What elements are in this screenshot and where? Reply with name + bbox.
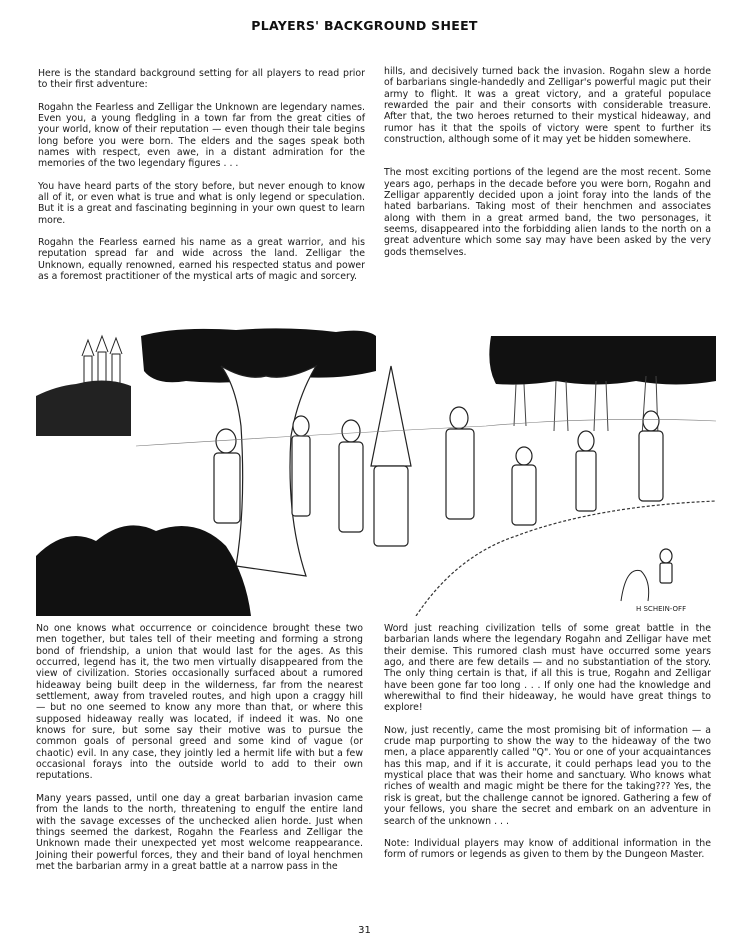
castle	[82, 336, 122, 386]
paragraph: Many years passed, until one day a great barbarian invasion came from the lands to the north, threatening to engulf the entire land with the savage excesses of the unchecked alien horde. Just when things seemed the darkest, Rogahn the Fearless and Zelligar the Unknown made their unexpected yet most welcome reappearance. Joining their powerful forces, they and their band of loyal henchmen met the barbarian army in a great battle at a narrow pass in the	[36, 792, 363, 872]
column-top-right	[384, 66, 711, 269]
paragraph: Note: Individual players may know of additional information in the form of rumors or legends as given to them by the Dungeon Master.	[384, 837, 711, 861]
forest-canopy	[489, 336, 716, 385]
illustration-adventuring-party	[36, 326, 719, 616]
illustration-drawing	[36, 326, 719, 616]
column-top-left	[38, 68, 365, 294]
paragraph: Here is the standard background setting for all players to read prior to their first adventure:	[38, 68, 365, 91]
forest-trunks	[514, 376, 658, 436]
paragraph: Now, just recently, came the most promising bit of information — a crude map purporting to show the way to the hideaway of the two men, a place apparently called "Q". You or one of your acquaintances has this map, and if it is accurate, it could perhaps lead you to the mystical place that was their home and sanctuary. Who knows what riches of wealth and magic might be there for the taking??? Yes, the risk is great, but the challenge cannot be ignored. Gathering a few of your fellows, you share the secret and embark on an adventure in search of the unknown . . .	[384, 724, 711, 827]
hill-door	[621, 570, 649, 601]
tree-canopy-left	[141, 328, 376, 382]
paragraph: The most exciting portions of the legend are the most recent. Some years ago, perhaps in the decade before you were born, Rogahn and Zelligar apparently decided upon a joint foray into the lands of the hated barbarians. Taking most of their henchmen and associates along with them in a great armed band, the two personages, it seems, disappeared into the forbidding alien lands to the north on a great adventure which some say may have been asked by the very gods themselves.	[384, 167, 711, 258]
column-bottom-left	[36, 623, 363, 883]
column-bottom-right	[384, 623, 711, 872]
paragraph: Rogahn the Fearless earned his name as a great warrior, and his reputation spread far and wide across the land. Zelligar the Unknown, equally renowned, earned his respected status and power as a foremost practitioner of the mystical arts of magic and sorcery.	[38, 237, 365, 283]
paragraph: No one knows what occurrence or coincidence brought these two men together, but tales tell of their meeting and forming a strong bond of friendship, a union that would last for the ages. As this occurred, legend has it, the two men virtually disappeared from the view of civilization. Stories occasionally surfaced about a rumored hideaway being built deep in the wilderness, far from the nearest settlement, away from traveled routes, and high upon a craggy hill — but no one seemed to know any more than that, or where this supposed hideaway really was located, if indeed it was. No one knows for sure, but some say their motive was to pursue the common goals of personal greed and some kind of vague (or chaotic) evil. In any case, they jointly led a hermit life with but a few occasional forays into the outside world to add to their own reputations.	[36, 623, 363, 782]
paragraph: Rogahn the Fearless and Zelligar the Unknown are legendary names. Even you, a young fledgling in a town far from the great cities of your world, know of their reputation — even though their tale begins long before you were born. The elders and the sages speak both names with respect, even awe, in a distant admiration for the memories of the two legendary figures . . .	[38, 101, 365, 170]
castle-hill	[36, 380, 131, 436]
paragraph: hills, and decisively turned back the invasion. Rogahn slew a horde of barbarians single-handedly and Zelligar's powerful magic put their army to flight. It was a great victory, and a grateful populace rewarded the pair and their consorts with considerable treasure. After that, the two heroes returned to their mystical hideaway, and rumor has it that the spoils of victory were spent to further its construction, although some of it may yet be hidden somewhere.	[384, 66, 711, 146]
page-number: 31	[358, 925, 371, 936]
page-title: PLAYERS' BACKGROUND SHEET	[251, 18, 478, 33]
paragraph: You have heard parts of the story before, but never enough to know all of it, or even what is true and what is only legend or speculation. But it is a great and fascinating beginning in your own quest to learn more.	[38, 180, 365, 226]
artist-signature: H SCHEIN-OFF	[636, 605, 687, 613]
foreground-bush	[36, 525, 251, 616]
paragraph: Word just reaching civilization tells of some great battle in the barbarian lands where the legendary Rogahn and Zelligar have met their demise. This rumored clash must have occurred some years ago, and there are few details — and no substantiation of the story. The only thing certain is that, if all this is true, Rogahn and Zelligar have been gone far too long . . . If only one had the knowledge and wherewithal to find their hideaway, he would have great things to explore!	[384, 623, 711, 714]
